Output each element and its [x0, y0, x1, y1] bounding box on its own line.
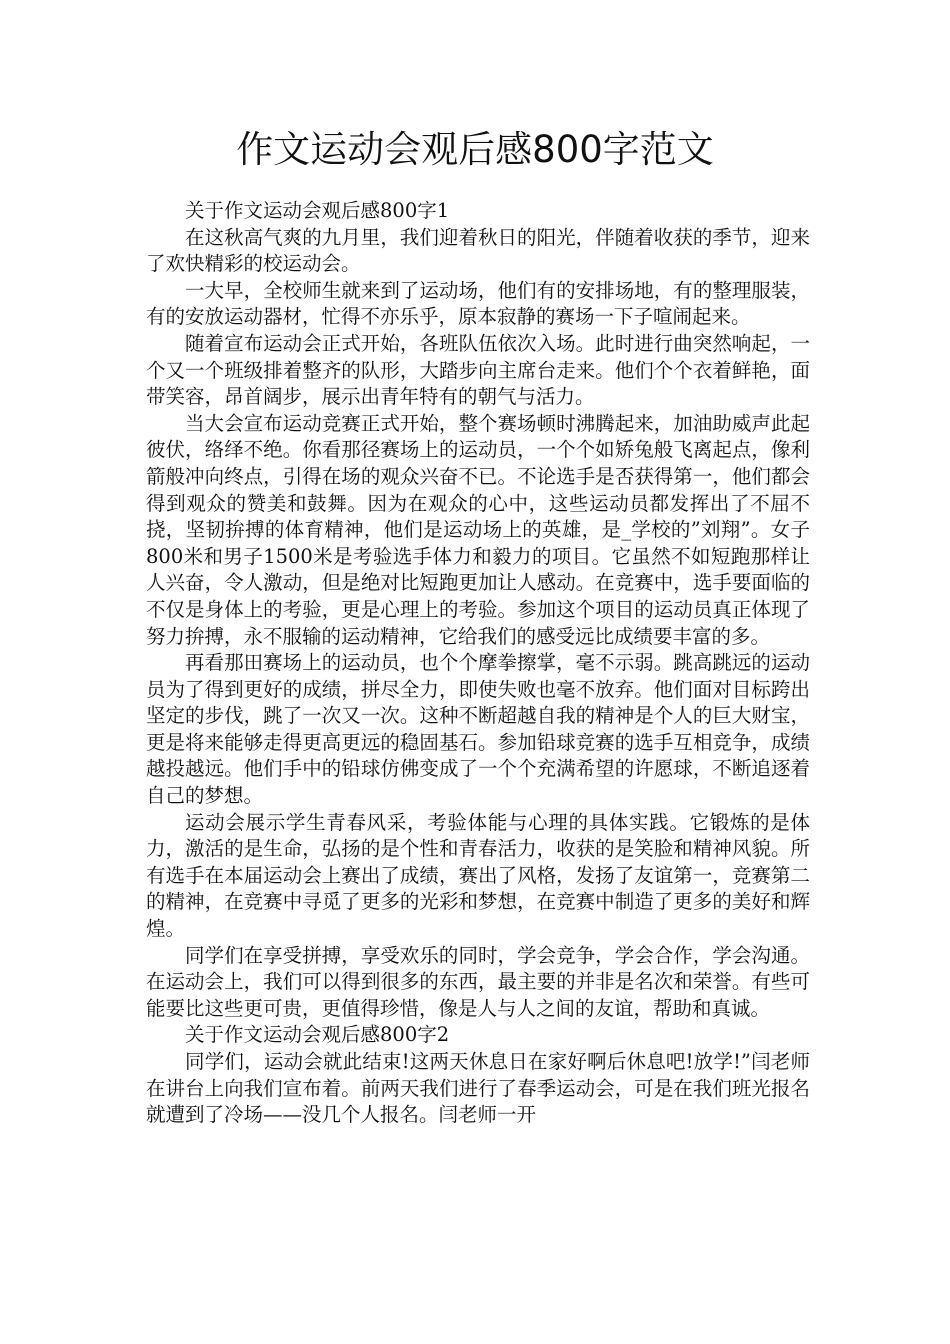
paragraph: 一大早，全校师生就来到了运动场，他们有的安排场地，有的整理服装，有的安放运动器材，忙得不亦乐乎，原本寂静的赛场一下子喧闹起来。 [146, 278, 810, 329]
paragraph: 同学们在享受拼搏，享受欢乐的同时，学会竞争，学会合作，学会沟通。在运动会上，我们可以得到很多的东西，最主要的并非是名次和荣誉。有些可能要比这些更可贵，更值得珍惜，像是人与人之间的友谊，帮助和真诚。 [146, 943, 810, 1020]
paragraph: 运动会展示学生青春风采，考验体能与心理的具体实践。它锻炼的是体力，激活的是生命，弘扬的是个性和青春活力，收获的是笑脸和精神风貌。所有选手在本届运动会上赛出了成绩，赛出了风格，发扬了友谊第一，竞赛第二的精神，在竞赛中寻觅了更多的光彩和梦想，在竞赛中制造了更多的美好和辉煌。 [146, 810, 810, 941]
paragraph: 随着宣布运动会正式开始，各班队伍依次入场。此时进行曲突然响起，一个又一个班级排着整齐的队形，大踏步向主席台走来。他们个个衣着鲜艳，面带笑容，昂首阔步，展示出青年特有的朝气与活力。 [146, 331, 810, 409]
paragraph: 同学们，运动会就此结束!这两天休息日在家好啊后休息吧!放学!”闫老师在讲台上向我们宣布着。前两天我们进行了春季运动会，可是在我们班光报名就遭到了冷场——没几个人报名。闫老师一开 [146, 1050, 810, 1127]
document-body [146, 198, 810, 1129]
document-title: 作文运动会观后感800字范文 [236, 128, 714, 171]
paragraph: 再看那田赛场上的运动员，也个个摩拳擦掌，毫不示弱。跳高跳远的运动员为了得到更好的成绩，拼尽全力，即使失败也毫不放弃。他们面对目标跨出坚定的步伐，跳了一次又一次。这种不断超越自我的精神是个人的巨大财宝，更是将来能够走得更高更远的稳固基石。参加铅球竞赛的选手互相竞争，成绩越投越远。他们手中的铅球仿佛变成了一个个充满希望的许愿球，不断追逐着自己的梦想。 [146, 651, 810, 808]
paragraph: 当大会宣布运动竞赛正式开始，整个赛场顿时沸腾起来，加油助威声此起彼伏，络绎不绝。你看那径赛场上的运动员，一个个如矫兔般飞离起点，像利箭般冲向终点，引得在场的观众兴奋不已。不论选手是否获得第一，他们都会得到观众的赞美和鼓舞。因为在观众的心中，这些运动员都发挥出了不屈不挠，坚韧拚搏的体育精神，他们是运动场上的英雄，是_学校的”刘翔”。女子800米和男子1500米是考验选手体力和毅力的项目。它虽然不如短跑那样让人兴奋，令人激动，但是绝对比短跑更加让人感动。在竞赛中，选手要面临的不仅是身体上的考验，更是心理上的考验。参加这个项目的运动员真正体现了努力拚搏，永不服输的运动精神，它给我们的感受远比成绩要丰富的多。 [146, 411, 810, 648]
section-heading-2: 关于作文运动会观后感800字2 [185, 1023, 450, 1047]
paragraph: 在这秋高气爽的九月里，我们迎着秋日的阳光，伴随着收获的季节，迎来了欢快精彩的校运动会。 [146, 225, 810, 276]
section-heading-1: 关于作文运动会观后感800字1 [185, 199, 450, 222]
